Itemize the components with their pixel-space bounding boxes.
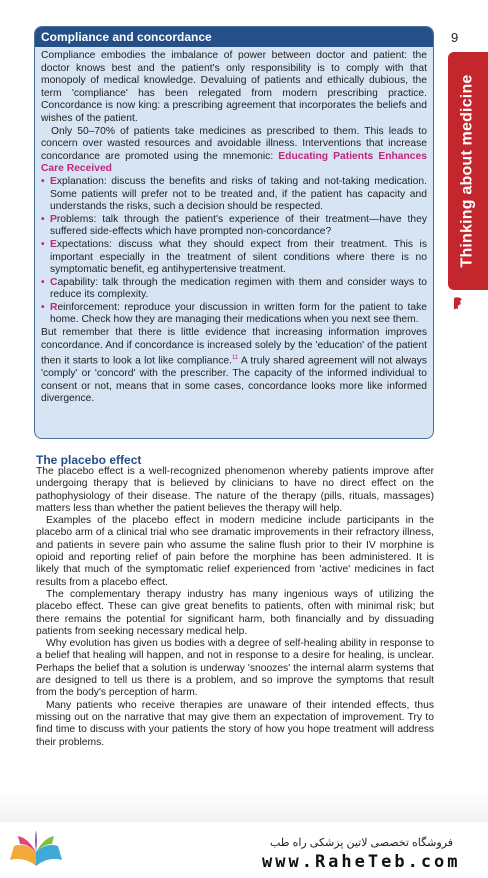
compliance-box (34, 26, 434, 439)
list-item (41, 239, 427, 277)
mnemonic-phrase: Educating Patients Enhances Care Received (41, 150, 427, 175)
chapter-glyph-icon (452, 296, 464, 312)
mnemonic-letter: E (50, 238, 57, 250)
mnemonic-letter: P (50, 213, 57, 225)
chapter-side-tab-label: Thinking about medicine (459, 74, 476, 268)
page-number: 9 (451, 30, 459, 45)
compliance-paragraph-3 (41, 327, 427, 406)
mnemonic-letter: R (50, 301, 58, 313)
bullet-icon: • (41, 175, 45, 187)
mnemonic-list (41, 176, 427, 327)
placebo-section-title: The placebo effect (36, 453, 142, 467)
footer-persian-text: فروشگاه تخصصی لاتین پزشکی راه طب (270, 837, 454, 849)
compliance-paragraph-2-text: Only 50–70% of patients take medicines as prescribed to them. This leads to concern over wasted resources and avoidable illness. Interventions that increase concordance are promoted using the mnemonic: (41, 125, 427, 162)
list-item-text: roblems: talk through the patient's experience of their treatment—have they suffered side-effects which have prompted non-concordance? (50, 213, 427, 238)
open-book-logo-icon (6, 826, 66, 872)
reference-superscript[interactable]: 11 (231, 355, 239, 362)
compliance-paragraph-3-text: But remember that there is little evidence that increasing information improves concordance. And if concordance is increased solely by the 'education' of the patient then it starts to look a lot like compliance. (41, 327, 427, 367)
list-item-text: apability: talk through the medication regimen with them and consider ways to reduce its complexity. (50, 276, 427, 301)
list-item (41, 176, 427, 214)
placebo-paragraph-4: Why evolution has given us bodies with a degree of self-healing ability in response to a belief that healing will happen, and not in response to a desire for healing, is unclear. Perhaps the belief that a solution is underway 'snoozes' the internal alarm systems that are designed to tell us there is a problem, and so improve the symptoms that result from the body's perception of harm. (36, 638, 434, 699)
placebo-section-body (36, 466, 434, 749)
placebo-paragraph-2: Examples of the placebo effect in modern medicine include participants in the placebo arm of a clinical trial who see dramatic improvements in their refractory illness, and patients in severe pain who assume the saline flush prior to their IV morphine is opioid and reporting relief of pain before the morphine has been administered. It is likely that much of the symptomatic relief experienced from 'active' medicines in fact results from a placebo effect. (36, 515, 434, 588)
compliance-box-title: Compliance and concordance (35, 27, 433, 47)
placebo-paragraph-3: The complementary therapy industry has many ingenious ways of utilizing the placebo effect. These can give great benefits to patients, often with minimal risk; but there remains the potential for significant harm, both financially and by dissuading patients from seeking necessary medical help. (36, 588, 434, 637)
compliance-paragraph-2 (41, 126, 427, 176)
chapter-side-tab-label-wrap (448, 52, 488, 290)
placebo-paragraph-5: Many patients who receive therapies are unaware of their intended effects, thus missing out on the narrative that may give them an expectation of improvement. Try to find time to discuss with your patients the story of how you hope treatment will address their problems. (36, 699, 434, 748)
list-item (41, 302, 427, 327)
bullet-icon: • (41, 276, 45, 288)
list-item-text: xplanation: discuss the benefits and risks of taking and not-taking medication. Some patients will prefer not to be treated and, if the patient has capacity and understands the risks, such a decision should be respected. (50, 175, 427, 213)
list-item (41, 214, 427, 239)
compliance-box-body (35, 47, 433, 406)
compliance-paragraph-3-end: A truly shared agreement will not always 'comply' or 'concord' with the prescriber. The capacity of the informed individual to consent or not, means that in some cases, concordance looks more like informed divergence. (41, 355, 427, 405)
bullet-icon: • (41, 213, 45, 225)
list-item-text: einforcement: reproduce your discussion in written form for the patient to take home. Check how they are managing their medications when you next see them. (50, 301, 427, 326)
compliance-paragraph-1: Compliance embodies the imbalance of power between doctor and patient: the doctor knows best and the patient's only responsibility is to comply with that monopoly of medical knowledge. Devaluing of patients and ethically dubious, the term 'compliance' has been relegated from modern prescribing practice. Concordance is now king: a prescribing agreement that incorporates the beliefs and wishes of the patient. (41, 50, 427, 124)
list-item (41, 277, 427, 302)
footer-url-link[interactable]: www.RaheTeb.com (262, 852, 461, 872)
bullet-icon: • (41, 238, 45, 250)
bullet-icon: • (41, 301, 45, 313)
mnemonic-letter: E (50, 175, 57, 187)
mnemonic-letter: C (50, 276, 58, 288)
list-item-text: xpectations: discuss what they should expect from their treatment. This is important especially in the treatment of silent conditions where there is no symptomatic benefit, eg antihypertensive treatment. (50, 238, 427, 276)
placebo-paragraph-1: The placebo effect is a well-recognized phenomenon whereby patients improve after undergoing therapy that is believed by clinicians to have no direct effect on the pathophysiology of their disease. The nature of the therapy (pills, rituals, massages) matters less than whether the patient believes the therapy will help. (36, 466, 434, 514)
